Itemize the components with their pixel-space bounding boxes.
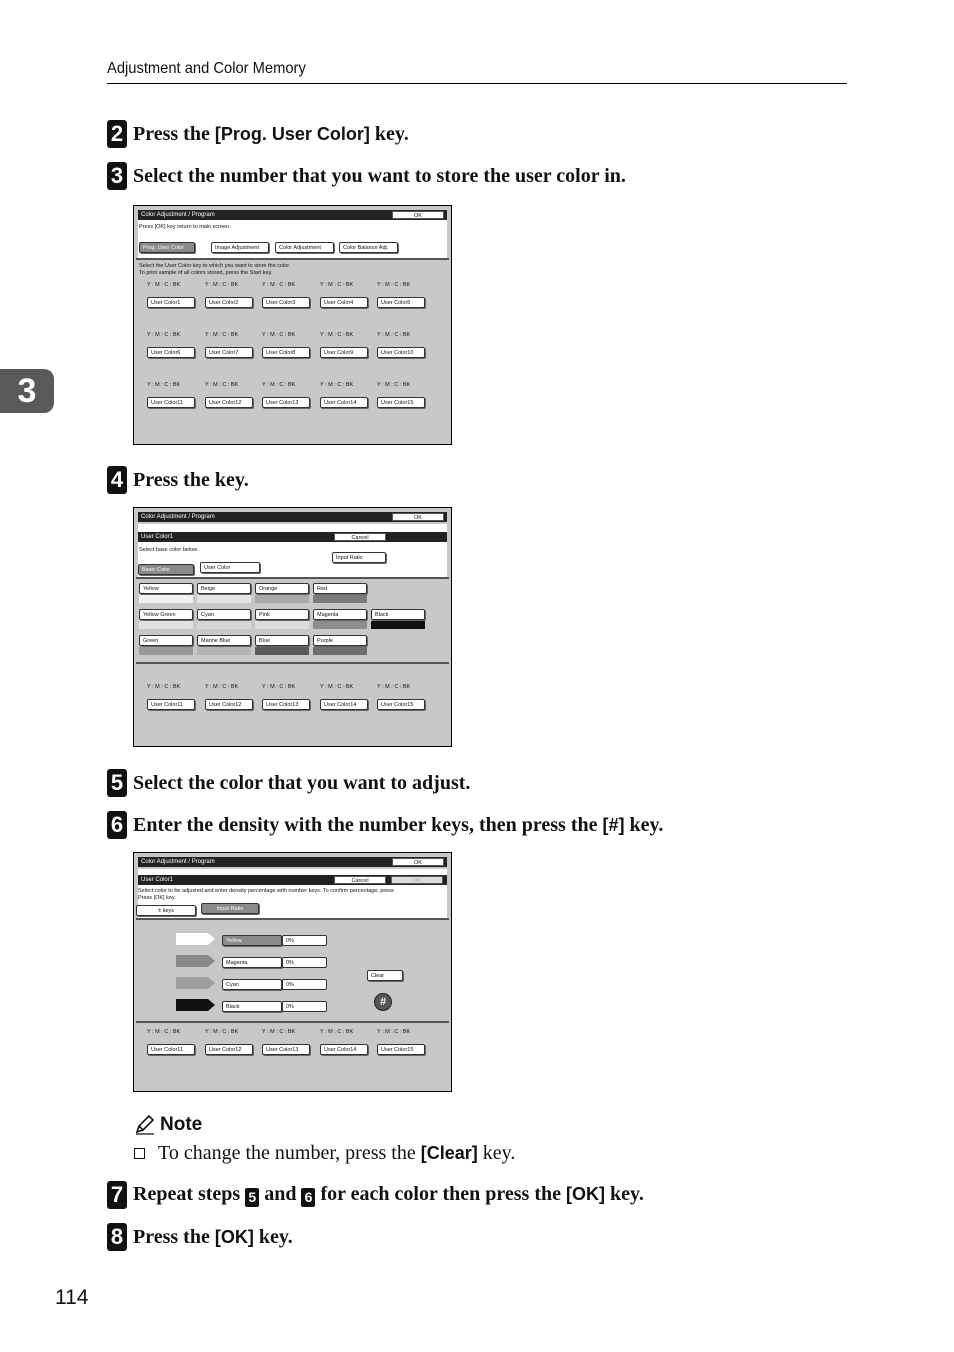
cyan-value-field[interactable]: 0%	[282, 979, 327, 990]
step-8	[107, 1222, 293, 1252]
user-color-13-button[interactable]: User Color13	[262, 397, 310, 408]
yellow-row-button[interactable]: Yellow	[222, 935, 282, 946]
user-color-15-button[interactable]: User Color15	[377, 699, 425, 710]
tab-color-adjustment[interactable]: Color Adjustment	[275, 242, 334, 253]
running-header: Adjustment and Color Memory	[107, 60, 306, 77]
step-text: Press the [Prog. User Color] key.	[133, 122, 409, 145]
user-color-14-button[interactable]: User Color14	[320, 397, 368, 408]
step-number: 7	[107, 1181, 127, 1209]
step-number: 3	[107, 162, 127, 190]
user-color-15-button[interactable]: User Color15	[377, 1044, 425, 1055]
step-3	[107, 161, 626, 191]
screenshot-input-ratio: Color Adjustment / Program OK User Color1 Cancel OK Select color to be adjusted and enter density percentage with number keys. To confirm percentage, press Press [OK] key. ± keys Input Ratio Yellow 0% Magenta 0% Cyan 0% Black 0% Clear # Y : M : C : BK Y : M : C : BK Y : M : C : BK Y : M : C : BK Y : M : C : BK User Color11 User Color12 User Color13 User Color14 User Color15	[133, 852, 452, 1092]
cyan-arrow-icon	[176, 977, 215, 989]
screen-title: Color Adjustment / Program	[138, 512, 447, 522]
user-color-11-button[interactable]: User Color11	[147, 699, 195, 710]
user-color-7-button[interactable]: User Color7	[205, 347, 253, 358]
yellow-swatch	[139, 595, 193, 603]
user-color-6-button[interactable]: User Color6	[147, 347, 195, 358]
step-text: Press the [OK] key.	[133, 1225, 293, 1248]
base-color-marine-blue[interactable]: Marine Blue	[197, 635, 251, 646]
screenshot-prog-user-color: Color Adjustment / Program OK Press [OK] key return to main screen. Prog. User Color Image Adjustment Color Adjustment Color Balance Adj. Select the User Color key to which you want to store the color. To print sample of all colors stored, press the Start key. Y : M : C : BK Y : M : C : BK Y : M : C : BK Y : M : C : BK Y : M : C : BK User Color1 User Color2 User Color3 User Color4 User Color5 Y : M : C : BK Y : M : C : BK Y : M : C : BK Y : M : C : BK Y : M : C : BK User Color6 User Color7 User Color8 User Color9 User Color10 Y : M : C : BK Y : M : C : BK Y : M : C : BK Y : M : C : BK Y : M : C : BK User Color11 User Color12 User Color13 User Color14 User Color15	[133, 205, 452, 445]
screenshot-select-base-color: Color Adjustment / Program OK User Color1 Cancel Select base color below. Input Ratio Basic Color User Color Yellow Beige Orange Red Yellow Green Cyan Pink Magenta Black Green Marine Blue Blue Purple Y : M : C : BK Y : M : C : BK Y : M : C : BK Y : M : C : BK Y : M : C : BK User Color11 User Color12 User Color13 User Color14 User Color15	[133, 507, 452, 747]
base-color-beige[interactable]: Beige	[197, 583, 251, 594]
user-color-11-button[interactable]: User Color11	[147, 1044, 195, 1055]
magenta-row-button[interactable]: Magenta	[222, 957, 282, 968]
step-ref-5: 5	[245, 1188, 259, 1207]
step-number: 5	[107, 769, 127, 797]
base-color-black[interactable]: Black	[371, 609, 425, 620]
user-color-4-button[interactable]: User Color4	[320, 297, 368, 308]
base-color-red[interactable]: Red	[313, 583, 367, 594]
step-7	[107, 1180, 644, 1210]
magenta-value-field[interactable]: 0%	[282, 957, 327, 968]
sub-title: User Color1	[138, 875, 447, 885]
user-color-14-button[interactable]: User Color14	[320, 1044, 368, 1055]
step-number: 4	[107, 466, 127, 494]
base-color-yellow-green[interactable]: Yellow Green	[139, 609, 193, 620]
tab-image-adjustment[interactable]: Image Adjustment	[211, 242, 269, 253]
base-color-cyan[interactable]: Cyan	[197, 609, 251, 620]
step-text: Select the number that you want to store the user color in.	[133, 164, 626, 187]
input-ratio-button[interactable]: Input Ratio	[332, 552, 386, 563]
chapter-tab: 3	[0, 369, 54, 413]
user-color-2-button[interactable]: User Color2	[205, 297, 253, 308]
clear-button[interactable]: Clear	[367, 970, 403, 981]
step-4	[107, 465, 249, 495]
tab-input-ratio[interactable]: Input Ratio	[201, 903, 259, 914]
pencil-icon	[134, 1115, 156, 1135]
tab-plus-minus-keys[interactable]: ± keys	[136, 905, 196, 916]
hash-key-icon[interactable]: #	[374, 993, 392, 1011]
step-number: 2	[107, 120, 127, 148]
black-arrow-icon	[176, 999, 215, 1011]
black-row-button[interactable]: Black	[222, 1001, 282, 1012]
user-color-14-button[interactable]: User Color14	[320, 699, 368, 710]
cyan-row-button[interactable]: Cyan	[222, 979, 282, 990]
base-color-green[interactable]: Green	[139, 635, 193, 646]
header-rule	[107, 83, 847, 84]
user-color-10-button[interactable]: User Color10	[377, 347, 425, 358]
tab-user-color[interactable]: User Color	[200, 562, 260, 573]
page-number: 114	[55, 1286, 89, 1309]
base-color-blue[interactable]: Blue	[255, 635, 309, 646]
ok-button-disabled: OK	[391, 876, 443, 884]
user-color-5-button[interactable]: User Color5	[377, 297, 425, 308]
base-color-orange[interactable]: Orange	[255, 583, 309, 594]
base-color-magenta[interactable]: Magenta	[313, 609, 367, 620]
step-text: Repeat steps 5 and 6 for each color then press the [OK] key.	[133, 1183, 644, 1206]
step-text: Select the color that you want to adjust.	[133, 771, 471, 794]
magenta-arrow-icon	[176, 955, 215, 967]
yellow-value-field[interactable]: 0%	[282, 935, 327, 946]
user-color-8-button[interactable]: User Color8	[262, 347, 310, 358]
user-color-11-button[interactable]: User Color11	[147, 397, 195, 408]
step-6	[107, 810, 663, 840]
user-color-1-button[interactable]: User Color1	[147, 297, 195, 308]
user-color-15-button[interactable]: User Color15	[377, 397, 425, 408]
screen-title: Color Adjustment / Program	[138, 210, 447, 220]
step-5	[107, 768, 470, 798]
black-value-field[interactable]: 0%	[282, 1001, 327, 1012]
ok-button[interactable]: OK	[392, 858, 444, 866]
step-number: 8	[107, 1223, 127, 1251]
ok-button[interactable]: OK	[392, 513, 444, 521]
base-color-yellow[interactable]: Yellow	[139, 583, 193, 594]
tab-prog-user-color[interactable]: Prog. User Color	[139, 242, 195, 253]
step-ref-6: 6	[301, 1188, 315, 1207]
user-color-12-button[interactable]: User Color12	[205, 1044, 253, 1055]
user-color-9-button[interactable]: User Color9	[320, 347, 368, 358]
screen-title: Color Adjustment / Program	[138, 857, 447, 867]
checkbox-bullet-icon	[134, 1148, 145, 1159]
tab-basic-color[interactable]: Basic Color	[138, 564, 194, 575]
user-color-12-button[interactable]: User Color12	[205, 699, 253, 710]
step-2	[107, 119, 409, 149]
step-text: Press the key.	[133, 468, 249, 491]
note-heading: Note	[134, 1114, 202, 1136]
user-color-12-button[interactable]: User Color12	[205, 397, 253, 408]
note-item: To change the number, press the [Clear] key.	[134, 1142, 515, 1165]
base-color-pink[interactable]: Pink	[255, 609, 309, 620]
user-color-13-button[interactable]: User Color13	[262, 699, 310, 710]
user-color-13-button[interactable]: User Color13	[262, 1044, 310, 1055]
color-arrows	[176, 933, 216, 1011]
step-number: 6	[107, 811, 127, 839]
ok-button[interactable]: OK	[392, 211, 444, 219]
step-text: Enter the density with the number keys, then press the [#] key.	[133, 813, 664, 836]
tab-color-balance-adj[interactable]: Color Balance Adj.	[339, 242, 398, 253]
base-color-purple[interactable]: Purple	[313, 635, 367, 646]
sub-title: User Color1	[138, 532, 447, 542]
cancel-button[interactable]: Cancel	[334, 876, 386, 884]
cancel-button[interactable]: Cancel	[334, 533, 386, 541]
user-color-3-button[interactable]: User Color3	[262, 297, 310, 308]
yellow-arrow-icon	[176, 933, 215, 945]
